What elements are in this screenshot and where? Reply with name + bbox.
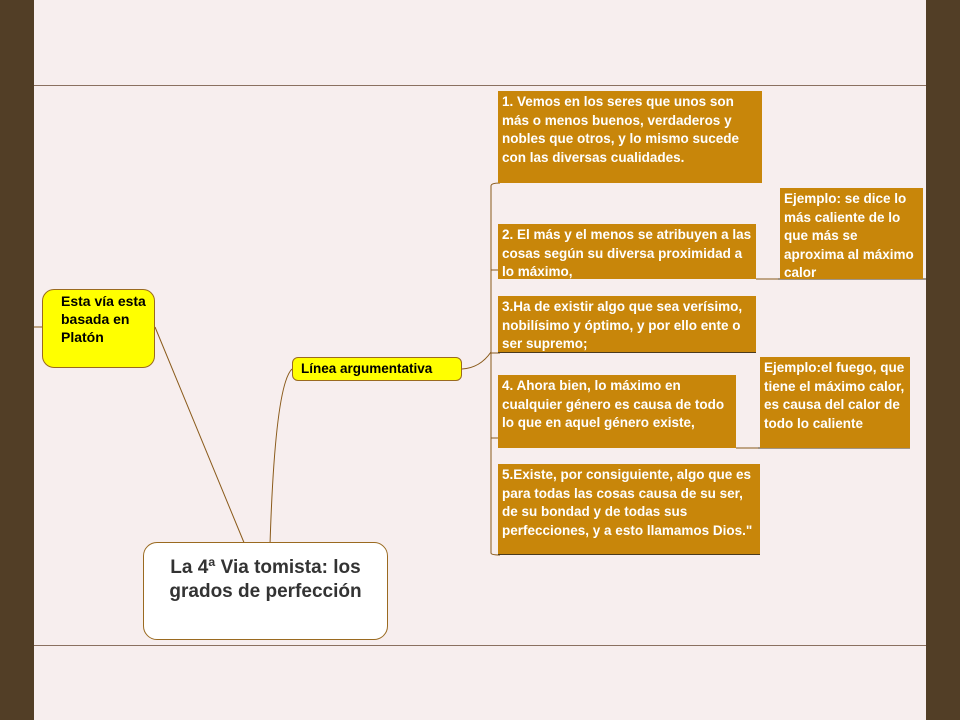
argument-step-4[interactable]: 4. Ahora bien, lo máximo en cualquier género es causa de todo lo que en aquel género existe, [498, 375, 736, 448]
argument-step-1[interactable]: 1. Vemos en los seres que unos son más o menos buenos, verdaderos y nobles que otros, y lo mismo sucede con las diversas cualidades. [498, 91, 762, 183]
argument-step-2[interactable]: 2. El más y el menos se atribuyen a las cosas según su diversa proximidad a lo máximo, [498, 224, 756, 279]
argument-line-node[interactable]: Línea argumentativa [292, 357, 462, 381]
example-closest-to-maximum[interactable]: Ejemplo: se dice lo más caliente de lo que más se aproxima al máximo calor [780, 188, 923, 279]
central-topic[interactable]: La 4ª Via tomista: los grados de perfección [143, 542, 388, 640]
argument-step-3[interactable]: 3.Ha de existir algo que sea verísimo, nobilísimo y óptimo, y por ello ente o ser supremo; [498, 296, 756, 353]
plato-basis-note[interactable]: Esta vía esta basada en Platón [42, 289, 155, 368]
argument-step-5[interactable]: 5.Existe, por consiguiente, algo que es para todas las cosas causa de su ser, de su bondad y de todas sus perfecciones, y a esto llamamos Dios." [498, 464, 760, 555]
example-fire[interactable]: Ejemplo:el fuego, que tiene el máximo calor, es causa del calor de todo lo caliente [760, 357, 910, 448]
